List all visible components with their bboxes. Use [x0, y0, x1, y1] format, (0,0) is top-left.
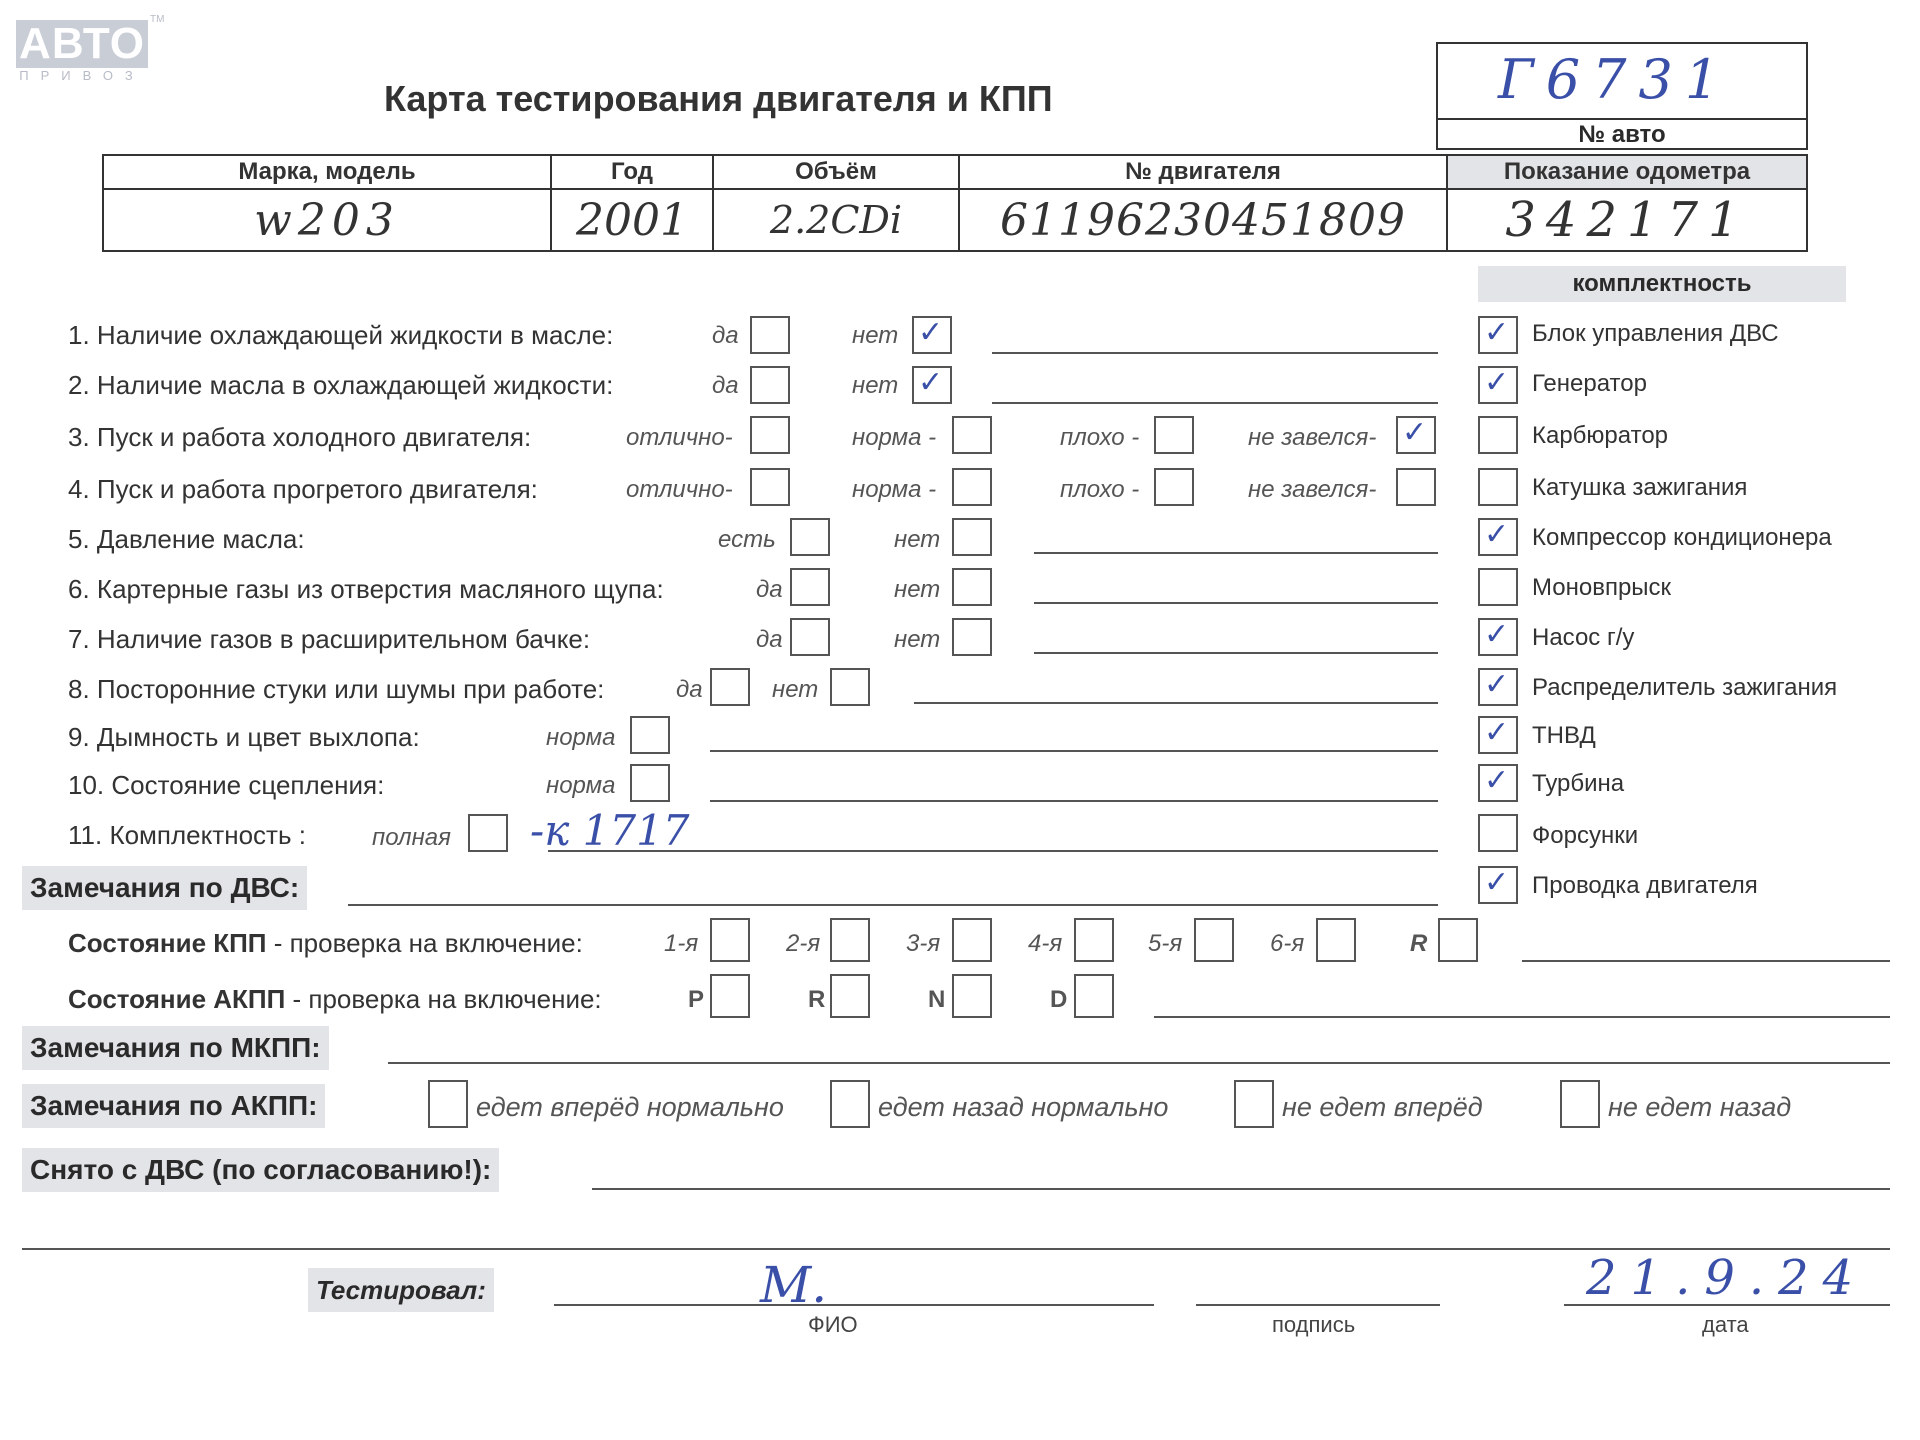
q4-normal-checkbox[interactable]: [952, 468, 992, 506]
kit-checkbox-injection-pump[interactable]: [1478, 716, 1518, 754]
q-num: 5.: [68, 524, 90, 554]
q5-yes-checkbox[interactable]: [790, 518, 830, 556]
kit-checkbox-ecu[interactable]: [1478, 316, 1518, 354]
q10-opt-normal: норма: [546, 772, 616, 799]
q7-no-checkbox[interactable]: [952, 618, 992, 656]
question-8: [68, 674, 604, 705]
engine-number-value[interactable]: 61196230451809: [959, 189, 1447, 251]
removed-label: Снято с ДВС (по согласованию!):: [22, 1148, 499, 1192]
gear-4-checkbox[interactable]: [1074, 918, 1114, 962]
kpp-label-bold: Состояние КПП: [68, 928, 267, 958]
gear-1-checkbox[interactable]: [710, 918, 750, 962]
q10-normal-checkbox[interactable]: [630, 764, 670, 802]
kit-item-mono-injection: Моновпрыск: [1532, 574, 1672, 601]
question-7: [68, 624, 590, 655]
q6-note-line[interactable]: [1034, 602, 1438, 604]
q1-yes-checkbox[interactable]: [750, 316, 790, 354]
kit-item-ecu: Блок управления ДВС: [1532, 320, 1779, 347]
kit-header-text: комплектность: [1572, 270, 1752, 297]
kit-checkbox-turbine[interactable]: [1478, 764, 1518, 802]
volume-value[interactable]: 2.2CDi: [713, 189, 959, 251]
q-text: Наличие масла в охлаждающей жидкости:: [96, 370, 614, 400]
logo-tm: TM: [150, 14, 165, 25]
q7-opt-no: нет: [894, 626, 941, 653]
q8-opt-no: нет: [772, 676, 819, 703]
q7-note-line[interactable]: [1034, 652, 1438, 654]
q-num: 6.: [68, 574, 90, 604]
q3-excellent-checkbox[interactable]: [750, 416, 790, 454]
q5-note-line[interactable]: [1034, 552, 1438, 554]
kit-header: [1478, 266, 1846, 302]
mode-r-checkbox[interactable]: [830, 974, 870, 1018]
gear-5-label: 5-я: [1148, 930, 1183, 957]
car-number-label: № авто: [1578, 121, 1666, 148]
question-6: [68, 574, 664, 605]
kit-item-turbine: Турбина: [1532, 770, 1625, 797]
fio-line[interactable]: [554, 1304, 1154, 1306]
q-num: 8.: [68, 674, 90, 704]
kit-checkbox-ac-compressor[interactable]: [1478, 518, 1518, 556]
q11-note-value[interactable]: -к 1717: [530, 806, 690, 855]
q2-yes-checkbox[interactable]: [750, 366, 790, 404]
signature-label: подпись: [1272, 1312, 1356, 1337]
q8-opt-yes: да: [676, 676, 703, 703]
q4-excellent-checkbox[interactable]: [750, 468, 790, 506]
question-3: [68, 422, 531, 453]
question-4: [68, 474, 538, 505]
q4-no-start-checkbox[interactable]: [1396, 468, 1436, 506]
q2-opt-yes: да: [712, 372, 739, 399]
q5-opt-yes: есть: [718, 526, 776, 553]
q4-opt-bad: плохо -: [1060, 476, 1140, 503]
gear-1-label: 1-я: [664, 930, 699, 957]
q6-no-checkbox[interactable]: [952, 568, 992, 606]
gear-6-label: 6-я: [1270, 930, 1305, 957]
gear-4-label: 4-я: [1028, 930, 1063, 957]
akpp-no-backward-label: не едет назад: [1608, 1092, 1792, 1122]
header-table: [102, 154, 1808, 252]
akpp-backward-ok-checkbox[interactable]: [830, 1080, 870, 1128]
q5-no-checkbox[interactable]: [952, 518, 992, 556]
kit-item-ignition-coil: Катушка зажигания: [1532, 474, 1748, 501]
kit-item-injection-pump: ТНВД: [1532, 722, 1596, 749]
q7-yes-checkbox[interactable]: [790, 618, 830, 656]
q1-opt-no: нет: [852, 322, 899, 349]
kit-checkbox-mono-injection[interactable]: [1478, 568, 1518, 606]
q-num: 11.: [68, 820, 103, 850]
q-text: Дымность и цвет выхлопа:: [96, 722, 420, 752]
question-11: [68, 820, 306, 851]
gear-r-label: R: [1410, 930, 1428, 957]
q-text: Состояние сцепления:: [111, 770, 385, 800]
question-9: [68, 722, 420, 753]
gear-2-checkbox[interactable]: [830, 918, 870, 962]
q8-note-line[interactable]: [914, 702, 1438, 704]
kit-item-carburetor: Карбюратор: [1532, 422, 1669, 449]
kit-checkbox-power-steering-pump[interactable]: [1478, 618, 1518, 656]
remarks-mkpp-line[interactable]: [388, 1062, 1890, 1064]
kit-item-distributor: Распределитель зажигания: [1532, 674, 1838, 701]
question-2: [68, 370, 613, 401]
q4-bad-checkbox[interactable]: [1154, 468, 1194, 506]
remarks-engine-label: Замечания по ДВС:: [22, 866, 307, 910]
gear-6-checkbox[interactable]: [1316, 918, 1356, 962]
akpp-label-rest: - проверка на включение:: [285, 984, 602, 1014]
q-text: Картерные газы из отверстия масляного щупа:: [96, 574, 664, 604]
remarks-mkpp-label: Замечания по МКПП:: [22, 1026, 329, 1070]
q5-opt-no: нет: [894, 526, 941, 553]
q11-note-line[interactable]: [548, 850, 1438, 852]
tester-name-value[interactable]: М.: [760, 1256, 828, 1314]
q4-opt-normal: норма -: [852, 476, 937, 503]
q6-opt-no: нет: [894, 576, 941, 603]
akpp-label: [68, 984, 602, 1015]
kpp-note-line[interactable]: [1522, 960, 1890, 962]
q10-note-line[interactable]: [710, 800, 1438, 802]
header-col-volume: Объём: [713, 155, 959, 189]
q3-no-start-checkbox[interactable]: [1396, 416, 1436, 454]
kit-item-injectors: Форсунки: [1532, 822, 1639, 849]
signature-line[interactable]: [1196, 1304, 1440, 1306]
year-value[interactable]: 2001: [551, 189, 713, 251]
q-text: Пуск и работа холодного двигателя:: [96, 422, 532, 452]
removed-line[interactable]: [592, 1188, 1890, 1190]
q3-normal-checkbox[interactable]: [952, 416, 992, 454]
q1-no-checkbox[interactable]: [912, 316, 952, 354]
model-value[interactable]: w203: [103, 189, 551, 251]
gear-3-label: 3-я: [906, 930, 941, 957]
mode-n-label: N: [928, 986, 946, 1013]
q-text: Наличие газов в расширительном бачке:: [96, 624, 591, 654]
q-text: Пуск и работа прогретого двигателя:: [96, 474, 538, 504]
q3-opt-bad: плохо -: [1060, 424, 1140, 451]
akpp-no-forward-checkbox[interactable]: [1234, 1080, 1274, 1128]
q9-note-line[interactable]: [710, 750, 1438, 752]
q-text: Комплектность :: [109, 820, 306, 850]
mode-d-checkbox[interactable]: [1074, 974, 1114, 1018]
akpp-no-backward-checkbox[interactable]: [1560, 1080, 1600, 1128]
mode-p-label: P: [688, 986, 705, 1013]
kit-checkbox-distributor[interactable]: [1478, 668, 1518, 706]
q-num: 10.: [68, 770, 105, 800]
q8-no-checkbox[interactable]: [830, 668, 870, 706]
q-text: Посторонние стуки или шумы при работе:: [96, 674, 605, 704]
car-number-label-row: [1438, 118, 1806, 150]
mode-d-label: D: [1050, 986, 1068, 1013]
kit-checkbox-injectors[interactable]: [1478, 814, 1518, 852]
logo: АВТО: [16, 20, 148, 68]
q-num: 2.: [68, 370, 90, 400]
remarks-akpp-label: Замечания по АКПП:: [22, 1084, 325, 1128]
header-col-model: Марка, модель: [103, 155, 551, 189]
q3-opt-excellent: отлично-: [626, 424, 733, 451]
kit-item-power-steering-pump: Насос г/у: [1532, 624, 1635, 651]
date-value[interactable]: 21.9.24: [1586, 1250, 1868, 1306]
q4-opt-no-start: не завелся-: [1248, 476, 1377, 503]
q-num: 9.: [68, 722, 90, 752]
mode-p-checkbox[interactable]: [710, 974, 750, 1018]
q3-opt-no-start: не завелся-: [1248, 424, 1377, 451]
kit-item-generator: Генератор: [1532, 370, 1647, 397]
akpp-label-bold: Состояние АКПП: [68, 984, 286, 1014]
q11-opt-full: полная: [372, 824, 451, 851]
header-col-odometer: Показание одометра: [1447, 155, 1807, 189]
gear-5-checkbox[interactable]: [1194, 918, 1234, 962]
kit-checkbox-engine-wiring[interactable]: [1478, 866, 1518, 904]
q6-opt-yes: да: [756, 576, 783, 603]
q-num: 7.: [68, 624, 90, 654]
mode-r-label: R: [808, 986, 826, 1013]
gear-2-label: 2-я: [786, 930, 821, 957]
q9-opt-normal: норма: [546, 724, 616, 751]
kit-item-engine-wiring: Проводка двигателя: [1532, 872, 1758, 899]
q8-yes-checkbox[interactable]: [710, 668, 750, 706]
akpp-forward-ok-label: едет вперёд нормально: [476, 1092, 784, 1122]
kpp-label: [68, 928, 583, 959]
q3-bad-checkbox[interactable]: [1154, 416, 1194, 454]
akpp-forward-ok-checkbox[interactable]: [428, 1080, 468, 1128]
question-10: [68, 770, 384, 801]
logo-subtitle: ПРИВОЗ: [19, 68, 145, 83]
gear-3-checkbox[interactable]: [952, 918, 992, 962]
question-5: [68, 524, 305, 555]
q9-normal-checkbox[interactable]: [630, 716, 670, 754]
kpp-label-rest: - проверка на включение:: [266, 928, 583, 958]
q7-opt-yes: да: [756, 626, 783, 653]
q11-full-checkbox[interactable]: [468, 814, 508, 852]
q1-note-line[interactable]: [992, 352, 1438, 354]
question-1: [68, 320, 613, 351]
header-col-engine-number: № двигателя: [959, 155, 1447, 189]
q1-opt-yes: да: [712, 322, 739, 349]
kit-checkbox-carburetor[interactable]: [1478, 416, 1518, 454]
q-num: 3.: [68, 422, 90, 452]
date-line[interactable]: [1564, 1304, 1890, 1306]
q2-note-line[interactable]: [992, 402, 1438, 404]
q4-opt-excellent: отлично-: [626, 476, 733, 503]
odometer-value[interactable]: 342171: [1447, 189, 1807, 251]
fio-label: ФИО: [808, 1312, 858, 1337]
mode-n-checkbox[interactable]: [952, 974, 992, 1018]
tested-label: Тестировал:: [308, 1268, 494, 1312]
q-num: 1.: [68, 320, 90, 350]
kit-checkbox-ignition-coil[interactable]: [1478, 468, 1518, 506]
akpp-no-forward-label: не едет вперёд: [1282, 1092, 1483, 1122]
date-label: дата: [1702, 1312, 1749, 1337]
header-col-year: Год: [551, 155, 713, 189]
akpp-backward-ok-label: едет назад нормально: [878, 1092, 1169, 1122]
page-title: Карта тестирования двигателя и КПП: [384, 78, 1053, 119]
car-number-box: [1436, 42, 1808, 150]
q2-opt-no: нет: [852, 372, 899, 399]
q-text: Наличие охлаждающей жидкости в масле:: [96, 320, 614, 350]
q-text: Давление масла:: [96, 524, 305, 554]
kit-item-ac-compressor: Компрессор кондиционера: [1532, 524, 1832, 551]
car-number-value[interactable]: Г6731: [1498, 48, 1732, 111]
q3-opt-normal: норма -: [852, 424, 937, 451]
q2-no-checkbox[interactable]: [912, 366, 952, 404]
q6-yes-checkbox[interactable]: [790, 568, 830, 606]
gear-r-checkbox[interactable]: [1438, 918, 1478, 962]
remarks-engine-line[interactable]: [348, 904, 1438, 906]
q-num: 4.: [68, 474, 90, 504]
kit-checkbox-generator[interactable]: [1478, 366, 1518, 404]
akpp-note-line[interactable]: [1154, 1016, 1890, 1018]
